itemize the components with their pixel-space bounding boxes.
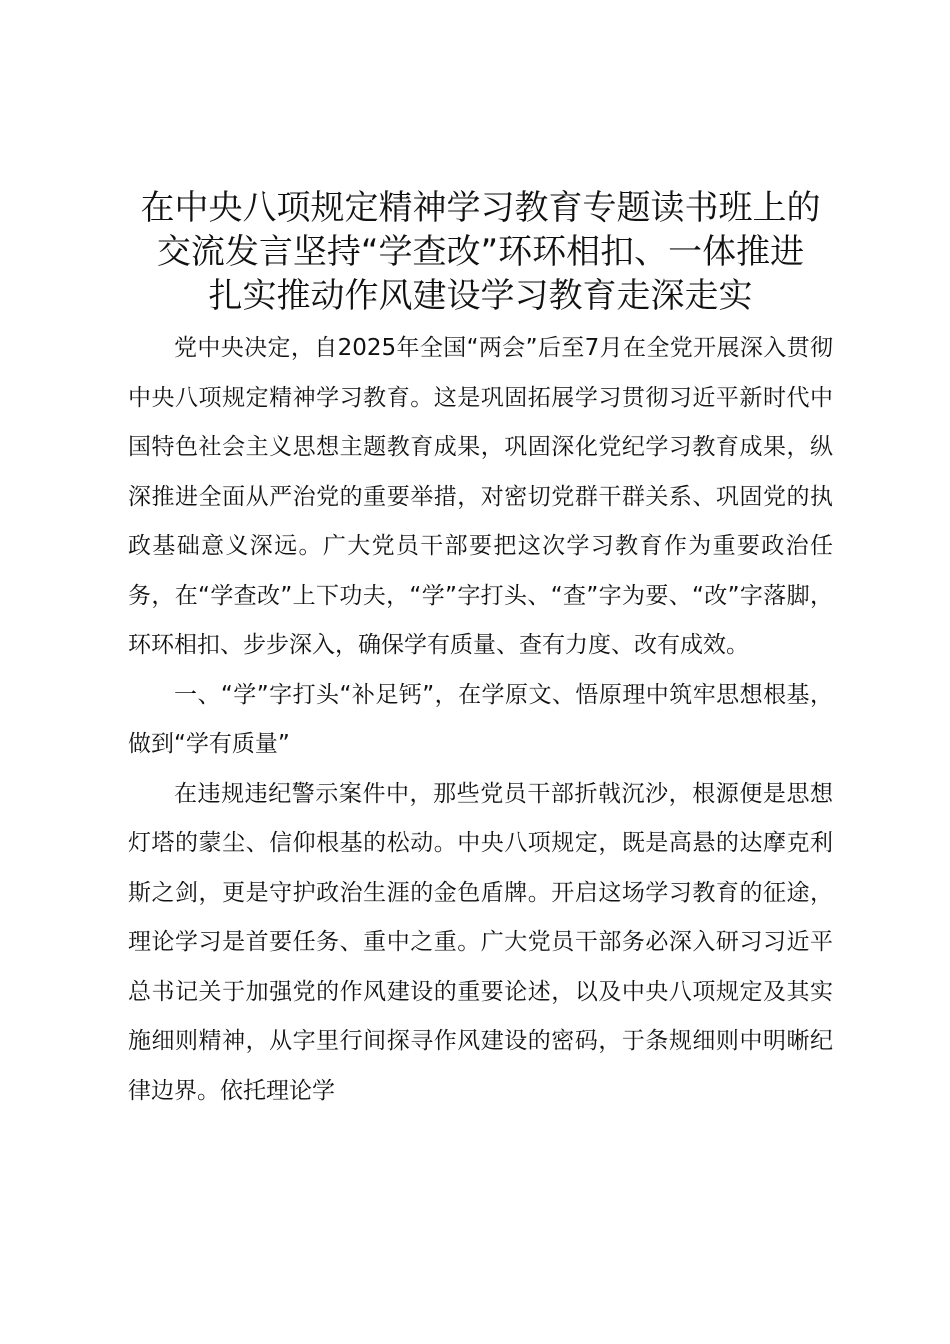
title-line-3: 扎实推动作风建设学习教育走深走实 [208,276,753,316]
document-title [128,186,833,318]
document-body [128,324,833,1116]
section-1-paragraph: 在违规违纪警示案件中，那些党员干部折戟沉沙，根源便是思想灯塔的蒙尘、信仰根基的松动。中央八项规定，既是高悬的达摩克利斯之剑，更是守护政治生涯的金色盾牌。开启这场学习教育的征途，理论学习是首要任务、重中之重。广大党员干部务必深入研习习近平总书记关于加强党的作风建设的重要论述，以及中央八项规定及其实施细则精神，从字里行间探寻作风建设的密码，于条规细则中明晰纪律边界。依托理论学 [128,780,833,1104]
intro-paragraph: 党中央决定，自2025年全国“两会”后至7月在全党开展深入贯彻中央八项规定精神学习教育。这是巩固拓展学习贯彻习近平新时代中国特色社会主义思想主题教育成果，巩固深化党纪学习教育成果，纵深推进全面从严治党的重要举措，对密切党群干群关系、巩固党的执政基础意义深远。广大党员干部要把这次学习教育作为重要政治任务，在“学查改”上下功夫，“学”字打头、“查”字为要、“改”字落脚，环环相扣、步步深入，确保学有质量、查有力度、改有成效。 [128,335,833,658]
section-heading-1: 一、“学”字打头“补足钙”，在学原文、悟原理中筑牢思想根基，做到“学有质量” [128,681,833,757]
document-content [128,186,833,1116]
title-line-2: 交流发言坚持“学查改”环环相扣、一体推进 [156,232,805,272]
title-line-1: 在中央八项规定精神学习教育专题读书班上的 [140,188,821,228]
